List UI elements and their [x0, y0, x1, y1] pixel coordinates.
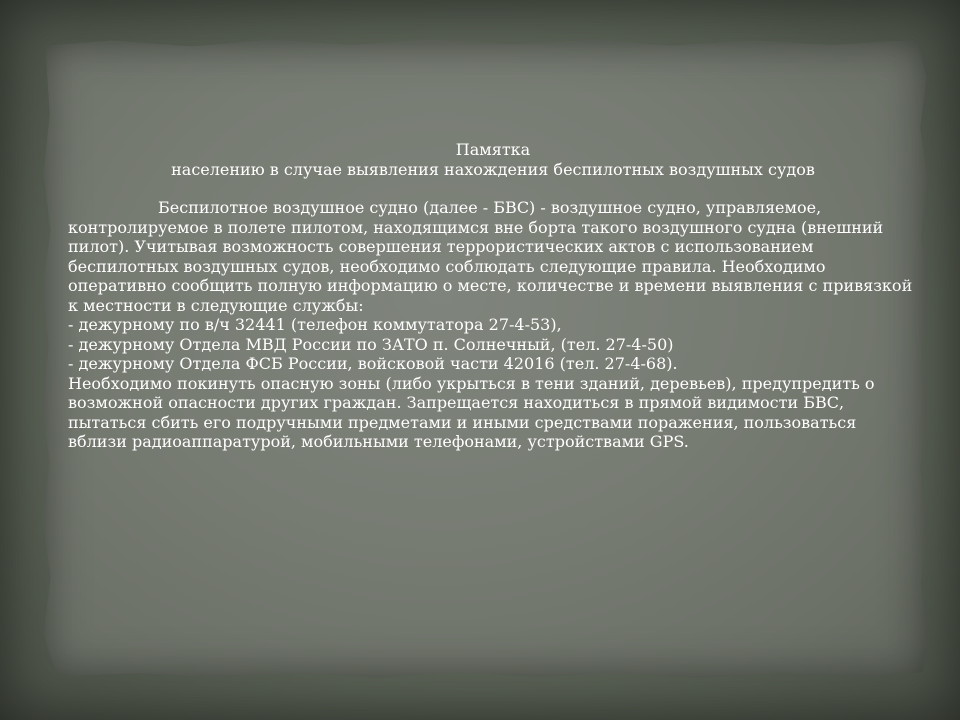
memo-closing-paragraph: Необходимо покинуть опасную зоны (либо укрыться в тени зданий, деревьев), предупредить о возможной опасности других граждан. Запрещается находиться в прямой видимости БВС, пытаться сбить его подручными предметами и иными средствами поражения, пользоваться вблизи радиоаппаратурой, мобильными телефонами, устройствами GPS. — [68, 373, 875, 451]
contact-mvd: - дежурному Отдела МВД России по ЗАТО п. Солнечный, (тел. 27-4-50) — [68, 334, 674, 354]
memo-intro-paragraph: Беспилотное воздушное судно (далее - БВС) - воздушное судно, управляемое, контролируемое в полете пилотом, находящимся вне борта такого воздушного судна (внешний пилот). Учитывая возможность совершения террористических актов с использованием беспилотных воздушных судов, необходимо соблюдать следующие правила. Необходимо оперативно сообщить полную информацию о месте, количестве и времени выявления с привязкой к местности в следующие службы: — [68, 198, 913, 315]
memo-title: Памятка — [455, 140, 531, 159]
contact-military-unit: - дежурному по в/ч 32441 (телефон коммутатора 27-4-53), — [68, 315, 562, 334]
memo-subtitle: населению в случае выявления нахождения беспилотных воздушных судов — [171, 159, 815, 179]
contact-fsb: - дежурному Отдела ФСБ России, войсковой части 42016 (тел. 27-4-68). — [68, 354, 678, 373]
memo-content — [68, 140, 918, 452]
